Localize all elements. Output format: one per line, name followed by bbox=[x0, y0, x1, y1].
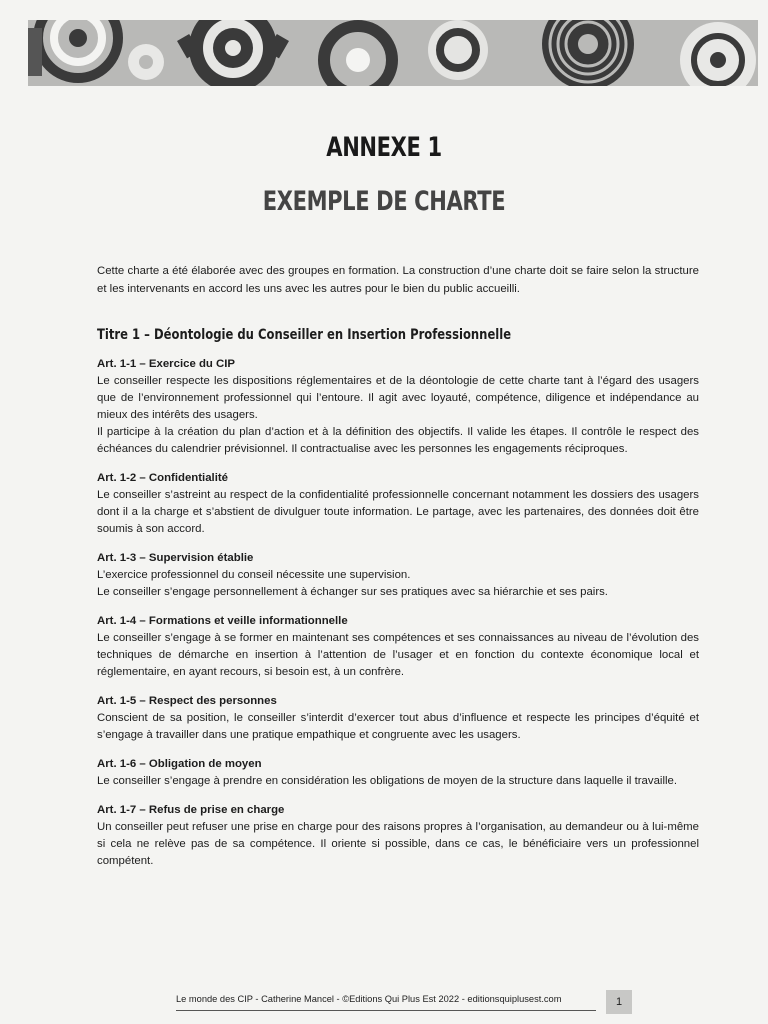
page-number: 1 bbox=[606, 990, 632, 1014]
article-heading: Art. 1-7 – Refus de prise en charge bbox=[97, 804, 285, 816]
article-body: Le conseiller s’astreint au respect de la confidentialité professionnelle concernant notamment les dossiers des usagers dont il a la charge et s’abstient de divulguer toute information. Le partage, avec les partenaires, des données doit être soumis à son accord. bbox=[97, 489, 699, 535]
article-1-3 bbox=[97, 550, 699, 601]
article-1-5 bbox=[97, 693, 699, 744]
footer-credits: Le monde des CIP - Catherine Mancel - ©Editions Qui Plus Est 2022 - editionsquiplusest.com bbox=[176, 994, 562, 1004]
annexe-title: ANNEXE 1 bbox=[326, 132, 442, 163]
gears-icon bbox=[28, 20, 758, 86]
article-body: Le conseiller s’engage personnellement à échanger sur ses pratiques avec sa hiérarchie et ses pairs. bbox=[97, 586, 608, 598]
article-heading: Art. 1-3 – Supervision établie bbox=[97, 552, 254, 564]
article-1-2 bbox=[97, 470, 699, 538]
page-footer bbox=[176, 990, 632, 1014]
article-body: Le conseiller s’engage à se former en maintenant ses compétences et ses connaissances au niveau de l’évolution des techniques de démarche en insertion à l’attention de l’usager et en fonction du contexte économique local et réglementaire, en ayant recours, si besoin est, à un confrère. bbox=[97, 632, 699, 678]
article-1-4 bbox=[97, 613, 699, 681]
document-body bbox=[97, 262, 699, 870]
charte-title: EXEMPLE DE CHARTE bbox=[262, 186, 506, 217]
gears-banner bbox=[28, 20, 758, 86]
page-headings bbox=[0, 128, 768, 222]
section-title: Titre 1 – Déontologie du Conseiller en Insertion Professionnelle bbox=[97, 327, 512, 343]
intro-paragraph: Cette charte a été élaborée avec des groupes en formation. La construction d’une charte doit se faire selon la structure et les intervenants en accord les uns avec les autres pour le bien du public accueilli. bbox=[97, 265, 699, 295]
article-1-7 bbox=[97, 802, 699, 870]
article-body: Un conseiller peut refuser une prise en charge pour des raisons propres à l’organisation, au demandeur ou à lui-même si cela ne relève pas de sa compétence. Il oriente si possible, dans ce cas, le bénéficiaire vers un professionnel compétent. bbox=[97, 821, 699, 867]
footer-divider bbox=[176, 1010, 596, 1011]
article-heading: Art. 1-5 – Respect des personnes bbox=[97, 695, 277, 707]
article-1-1 bbox=[97, 356, 699, 458]
article-body: Conscient de sa position, le conseiller s’interdit d’exercer tout abus d’influence et respecte les principes d’équité et s’engage à travailler dans une pratique empathique et congruente avec les usagers. bbox=[97, 712, 699, 741]
article-1-6 bbox=[97, 756, 699, 790]
article-heading: Art. 1-2 – Confidentialité bbox=[97, 472, 229, 484]
article-heading: Art. 1-4 – Formations et veille informationnelle bbox=[97, 615, 348, 627]
article-body: Le conseiller respecte les dispositions réglementaires et de la déontologie de cette charte tant à l’égard des usagers que de l’environnement professionnel qui l’entoure. Il agit avec loyauté, compétence, diligence et indépendance au mieux des intérêts des usagers. bbox=[97, 375, 699, 421]
article-body: Le conseiller s’engage à prendre en considération les obligations de moyen de la structure dans laquelle il travaille. bbox=[97, 775, 678, 787]
article-heading: Art. 1-1 – Exercice du CIP bbox=[97, 358, 236, 370]
article-body: L’exercice professionnel du conseil nécessite une supervision. bbox=[97, 569, 411, 581]
article-body: Il participe à la création du plan d’action et à la définition des objectifs. Il valide les étapes. Il contrôle le respect des échéances du calendrier prévisionnel. Il contractualise avec les personnes les engagements réciproques. bbox=[97, 426, 699, 455]
article-heading: Art. 1-6 – Obligation de moyen bbox=[97, 758, 262, 770]
